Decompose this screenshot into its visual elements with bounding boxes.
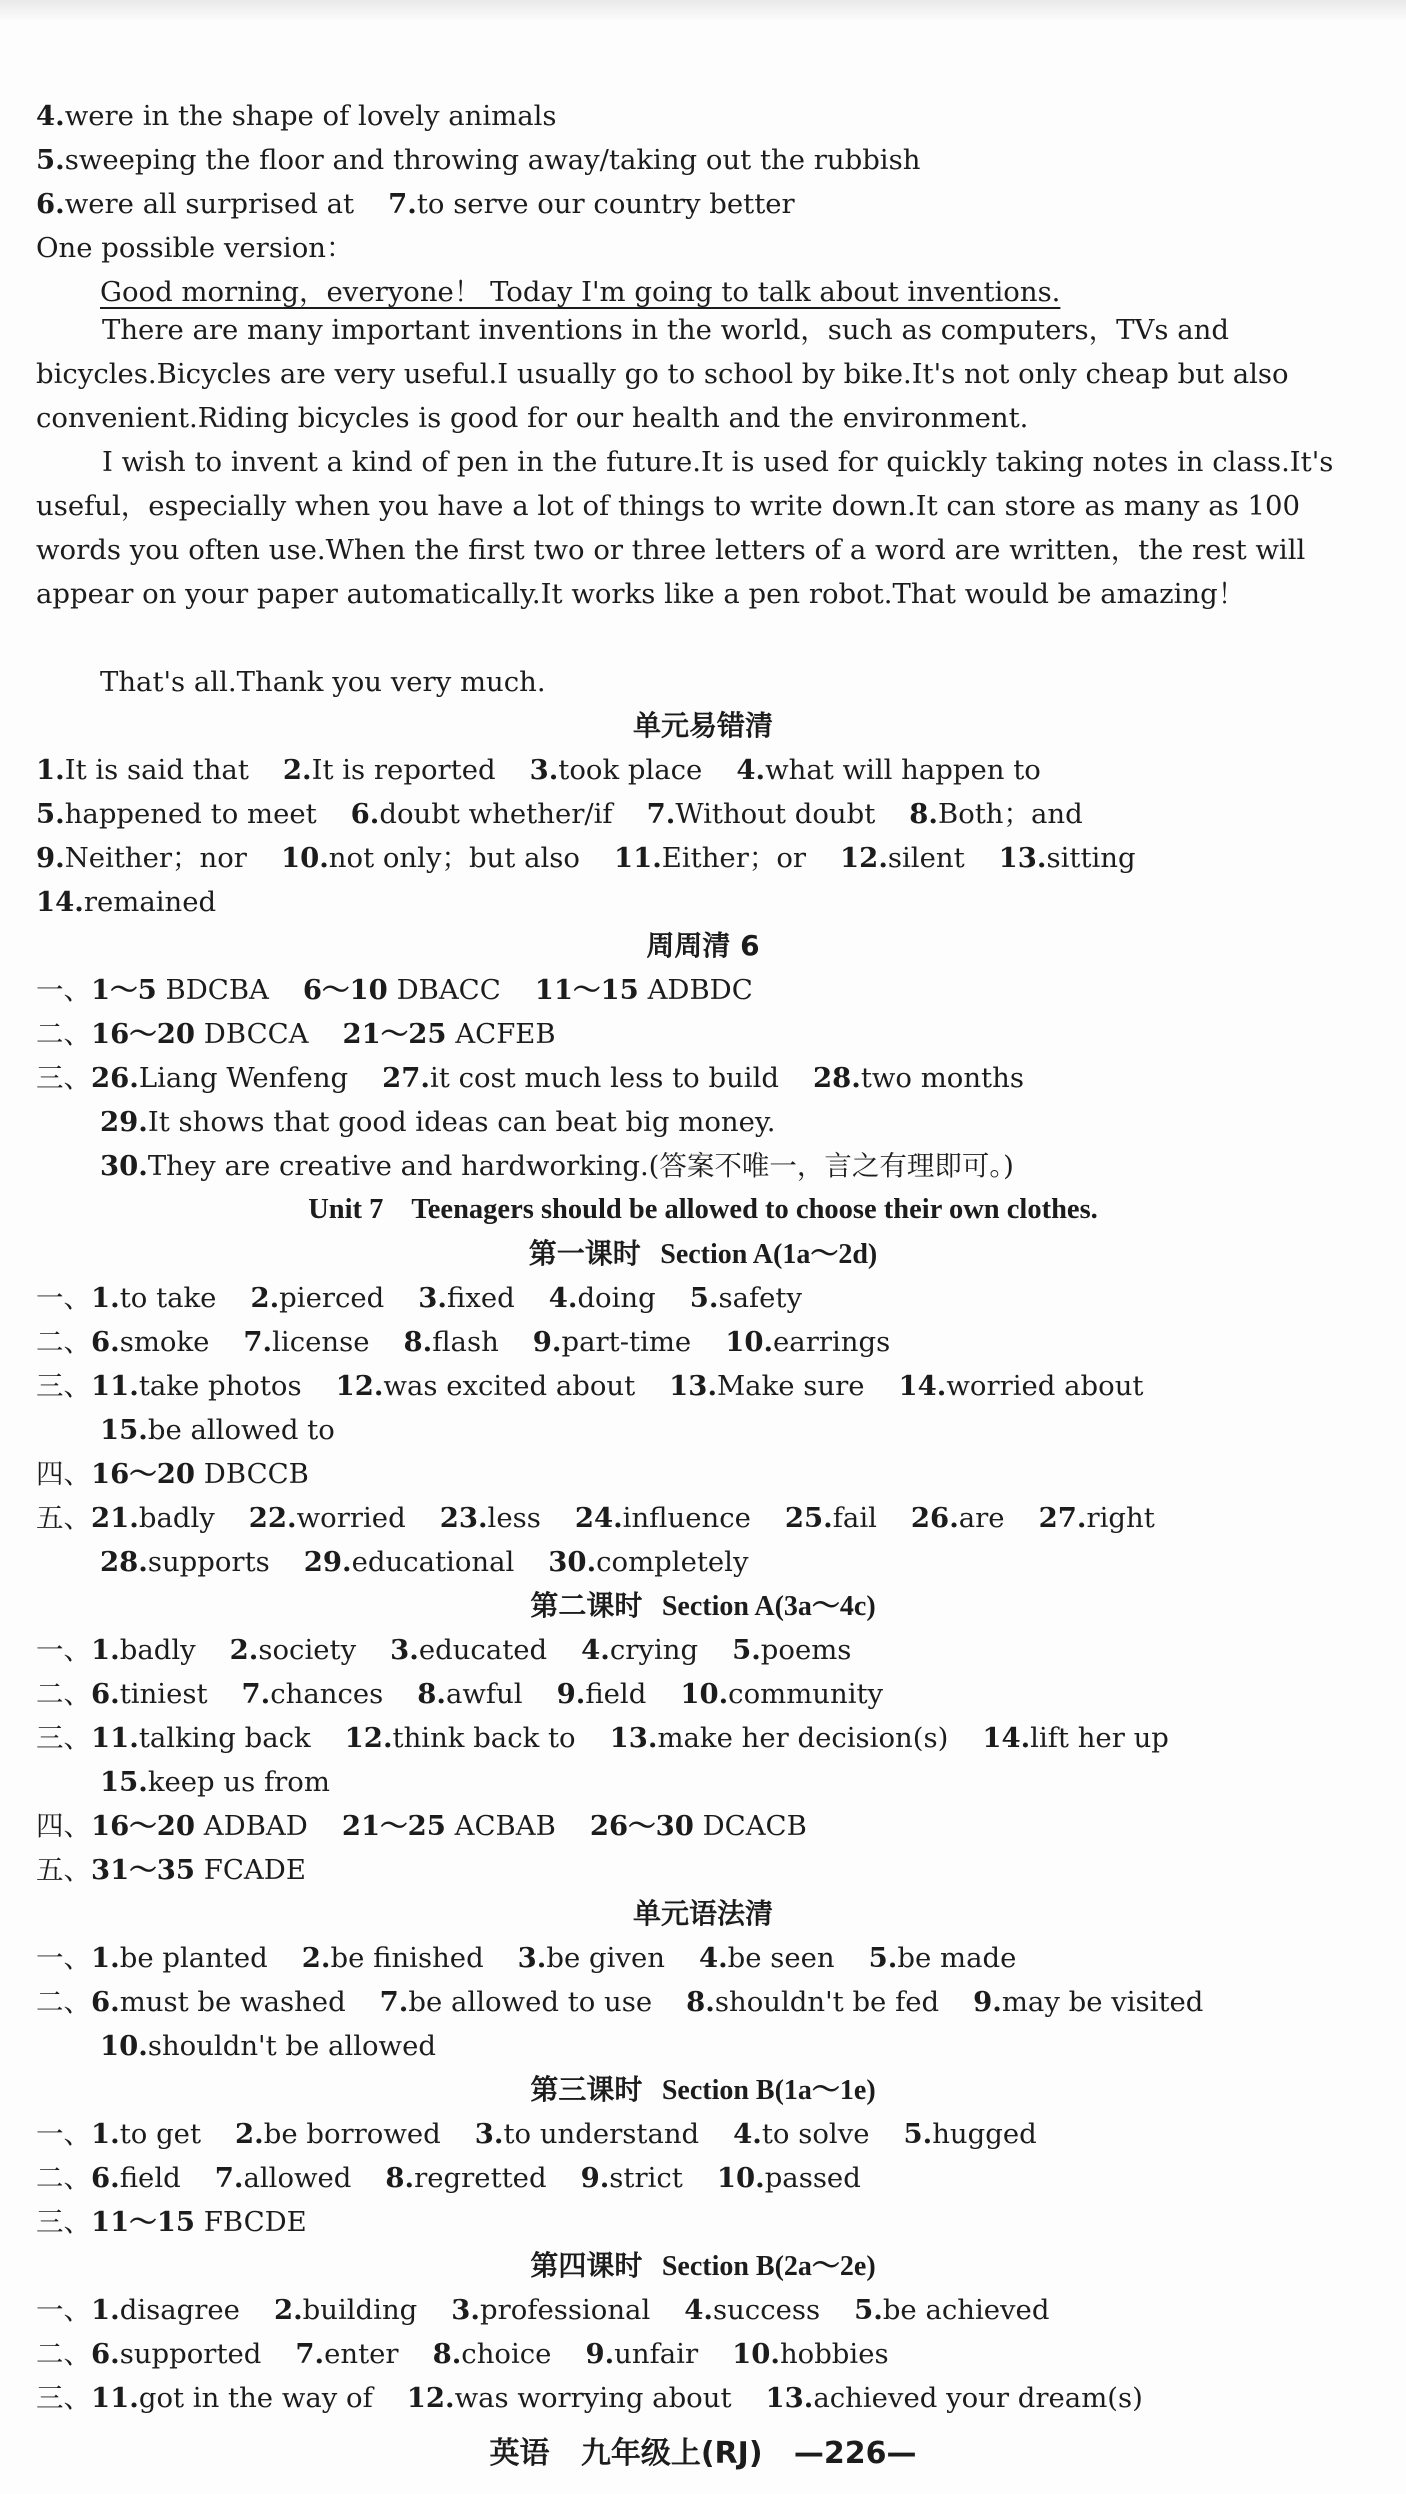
answer-line: 二、6.must be washed 7.be allowed to use 8.shouldn't be fed 9.may be visited bbox=[36, 1986, 1204, 2018]
answer-line: 一、1.to get 2.be borrowed 3.to understand 4.to solve 5.hugged bbox=[36, 2118, 1037, 2150]
answer-line: 五、21.badly 22.worried 23.less 24.influence 25.fail 26.are 27.right bbox=[36, 1502, 1155, 1534]
answer-line: 三、26.Liang Wenfeng 27.it cost much less to build 28.two months bbox=[36, 1062, 1024, 1094]
answer-line: 二、6.supported 7.enter 8.choice 9.unfair 10.hobbies bbox=[36, 2338, 889, 2370]
answer-line: 一、1.be planted 2.be finished 3.be given 4.be seen 5.be made bbox=[36, 1942, 1017, 1974]
answer-line: 15.keep us from bbox=[100, 1766, 330, 1798]
answer-line: 10.shouldn't be allowed bbox=[100, 2030, 436, 2062]
answer-line: 二、6.field 7.allowed 8.regretted 9.strict 10.passed bbox=[36, 2162, 861, 2194]
answer-line: 四、16～20 DBCCB bbox=[36, 1458, 309, 1490]
answer-line: 9.Neither；nor 10.not only；but also 11.Either；or 12.silent 13.sitting bbox=[36, 842, 1136, 874]
answer-line: 二、6.smoke 7.license 8.flash 9.part-time 10.earrings bbox=[36, 1326, 891, 1358]
lesson-heading: 第一课时 Section A(1a～2d) bbox=[528, 1237, 878, 1270]
answer-line: 三、11～15 FBCDE bbox=[36, 2206, 307, 2238]
essay-opening: Good morning，everyone！ Today I'm going to talk about inventions. bbox=[100, 276, 1061, 308]
answer-line: 四、16～20 ADBAD 21～25 ACBAB 26～30 DCACB bbox=[36, 1810, 807, 1842]
answer-line: 三、11.talking back 12.think back to 13.make her decision(s) 14.lift her up bbox=[36, 1722, 1169, 1754]
section-heading: 单元易错清 bbox=[632, 709, 773, 742]
lesson-heading: 第四课时 Section B(2a～2e) bbox=[530, 2249, 876, 2282]
answer-line: 29.It shows that good ideas can beat big money. bbox=[100, 1106, 776, 1138]
answer-line: 28.supports 29.educational 30.completely bbox=[100, 1546, 749, 1578]
answer-line: 5.sweeping the floor and throwing away/taking out the rubbish bbox=[36, 144, 921, 176]
answer-line: 14.remained bbox=[36, 886, 217, 918]
answer-line: 五、31～35 FCADE bbox=[36, 1854, 306, 1886]
section-heading: 周周清 6 bbox=[646, 929, 760, 962]
unit-title: Unit 7 Teenagers should be allowed to choose their own clothes. bbox=[308, 1194, 1098, 1225]
answer-line: 三、11.got in the way of 12.was worrying about 13.achieved your dream(s) bbox=[36, 2382, 1143, 2414]
section-heading: 单元语法清 bbox=[632, 1897, 773, 1930]
answer-line: 二、6.tiniest 7.chances 8.awful 9.field 10.community bbox=[36, 1678, 884, 1710]
page-footer bbox=[0, 2432, 1406, 2476]
essay-paragraph: I wish to invent a kind of pen in the future.It is used for quickly taking notes in class.It's useful，especially when you have a lot of things to write down.It can store as many as 100 words you often use.When the first two or three letters of a word are written，the rest will appear on your paper automatically.It works like a pen robot.That would be amazing！ bbox=[36, 446, 1334, 610]
answer-line: 30.They are creative and hardworking.(答案不唯一，言之有理即可。) bbox=[100, 1150, 1014, 1182]
essay-paragraph: There are many important inventions in the world，such as computers，TVs and bicycles.Bicycles are very useful.I usually go to school by bike.It's not only cheap but also convenient.Riding bicycles is good for our health and the environment. bbox=[36, 314, 1289, 434]
lesson-heading: 第二课时 Section A(3a～4c) bbox=[530, 1589, 876, 1622]
answer-line: 一、1～5 BDCBA 6～10 DBACC 11～15 ADBDC bbox=[36, 974, 753, 1006]
essay-closing: That's all.Thank you very much. bbox=[100, 666, 546, 698]
footer-grade: 九年级上(RJ) bbox=[580, 2436, 763, 2471]
footer-page-number: —226— bbox=[793, 2436, 917, 2471]
scan-edge bbox=[0, 0, 1406, 22]
answer-line: 一、1.disagree 2.building 3.professional 4.success 5.be achieved bbox=[36, 2294, 1050, 2326]
answer-line: 三、11.take photos 12.was excited about 13.Make sure 14.worried about bbox=[36, 1370, 1144, 1402]
answer-line: 一、1.to take 2.pierced 3.fixed 4.doing 5.safety bbox=[36, 1282, 803, 1314]
answer-line: 6.were all surprised at 7.to serve our country better bbox=[36, 188, 795, 220]
answer-line: 15.be allowed to bbox=[100, 1414, 335, 1446]
answer-line: 二、16～20 DBCCA 21～25 ACFEB bbox=[36, 1018, 556, 1050]
answer-line: 5.happened to meet 6.doubt whether/if 7.Without doubt 8.Both；and bbox=[36, 798, 1083, 830]
answer-line: 4.were in the shape of lovely animals bbox=[36, 100, 557, 132]
answer-line: 1.It is said that 2.It is reported 3.took place 4.what will happen to bbox=[36, 754, 1041, 786]
footer-subject: 英语 bbox=[489, 2436, 550, 2471]
essay-label: One possible version： bbox=[36, 232, 354, 264]
answer-line: 一、1.badly 2.society 3.educated 4.crying 5.poems bbox=[36, 1634, 852, 1666]
lesson-heading: 第三课时 Section B(1a～1e) bbox=[530, 2073, 876, 2106]
